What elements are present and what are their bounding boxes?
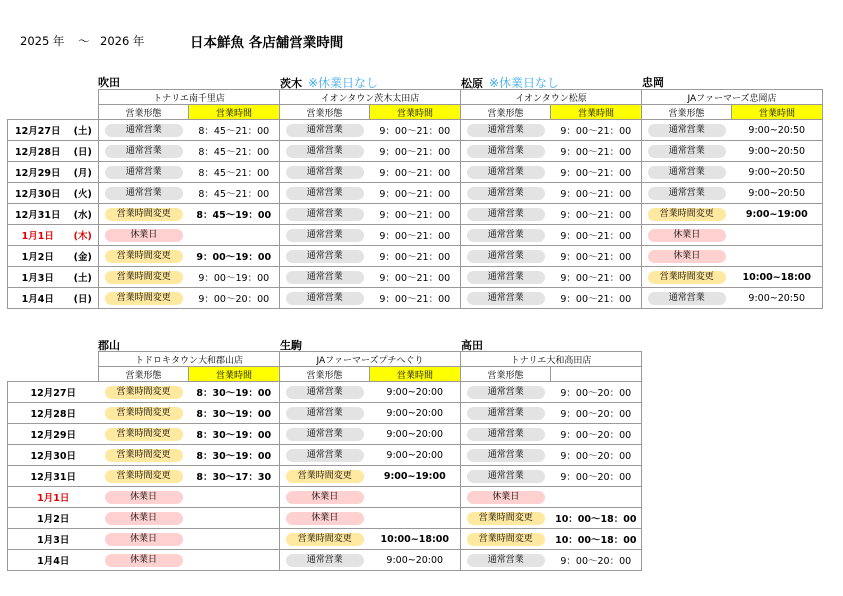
hours-cell xyxy=(189,225,280,246)
status-badge: 休業日 xyxy=(648,250,726,263)
col-label-hours: 営業時間 xyxy=(189,105,280,120)
city-label xyxy=(642,74,664,90)
status-badge: 通常営業 xyxy=(467,145,545,158)
hours-cell: 9：00～21：00 xyxy=(551,246,642,267)
status-cell xyxy=(280,162,370,183)
table-row xyxy=(8,508,642,529)
table-row xyxy=(8,403,642,424)
hours-cell: 9：00～21：00 xyxy=(551,141,642,162)
status-cell xyxy=(280,403,370,424)
status-cell xyxy=(280,267,370,288)
status-badge: 通常営業 xyxy=(286,554,364,567)
status-cell xyxy=(99,403,189,424)
date-cell: 12月28日 xyxy=(8,403,99,424)
hours-cell xyxy=(551,487,642,508)
date-cell: 12月28日 xyxy=(8,141,68,162)
status-cell xyxy=(99,288,189,309)
status-badge: 休業日 xyxy=(105,491,183,504)
weekday-cell: (金) xyxy=(68,246,99,267)
hours-cell: 9：00～21：00 xyxy=(551,288,642,309)
hours-cell: 9:00~20:00 xyxy=(370,403,461,424)
col-label-type: 営業形態 xyxy=(461,105,551,120)
status-badge: 営業時間変更 xyxy=(105,271,183,284)
status-cell xyxy=(461,246,551,267)
status-cell xyxy=(461,183,551,204)
city-name: 吹田 xyxy=(98,76,120,89)
date-cell: 1月1日 xyxy=(8,225,68,246)
date-cell: 1月4日 xyxy=(8,288,68,309)
status-badge: 通常営業 xyxy=(105,166,183,179)
status-badge: 営業時間変更 xyxy=(648,271,726,284)
status-badge: 通常営業 xyxy=(467,208,545,221)
hours-cell: 9:00~20:50 xyxy=(732,120,823,141)
status-cell xyxy=(642,288,732,309)
hours-cell: 9:00~20:50 xyxy=(732,141,823,162)
hours-cell: 9：00～19：00 xyxy=(189,267,280,288)
hours-cell xyxy=(370,508,461,529)
status-cell xyxy=(461,445,551,466)
hours-cell: 9：00～21：00 xyxy=(551,162,642,183)
status-cell xyxy=(461,120,551,141)
hours-cell: 9：00～19：00 xyxy=(189,246,280,267)
status-cell xyxy=(280,466,370,487)
table-row xyxy=(8,183,823,204)
status-cell xyxy=(280,508,370,529)
table-row xyxy=(8,120,823,141)
status-badge: 通常営業 xyxy=(286,208,364,221)
date-cell: 1月3日 xyxy=(8,267,68,288)
hours-cell xyxy=(189,550,280,571)
col-label-type: 営業形態 xyxy=(461,367,551,382)
status-badge: 通常営業 xyxy=(286,229,364,242)
status-badge: 休業日 xyxy=(105,512,183,525)
city-label xyxy=(98,74,120,90)
status-cell xyxy=(642,267,732,288)
year-from: 2025 年 xyxy=(20,34,65,48)
status-badge: 通常営業 xyxy=(467,428,545,441)
status-cell xyxy=(461,550,551,571)
status-badge: 通常営業 xyxy=(286,386,364,399)
col-label-type: 営業形態 xyxy=(99,367,189,382)
hours-cell: 10：00～18：00 xyxy=(551,529,642,550)
hours-cell: 9：00～21：00 xyxy=(370,204,461,225)
weekday-cell: (日) xyxy=(68,141,99,162)
status-badge: 通常営業 xyxy=(286,124,364,137)
hours-cell: 8：45～21：00 xyxy=(189,120,280,141)
hours-cell: 10：00～18：00 xyxy=(551,508,642,529)
col-label-type: 営業形態 xyxy=(99,105,189,120)
status-cell xyxy=(461,382,551,403)
col-label-type: 営業形態 xyxy=(642,105,732,120)
status-badge: 休業日 xyxy=(105,229,183,242)
table-row xyxy=(8,382,642,403)
status-cell xyxy=(99,508,189,529)
col-label-hours: 営業時間 xyxy=(370,105,461,120)
hours-cell: 9：00～21：00 xyxy=(370,267,461,288)
blank-corner xyxy=(8,105,99,120)
table-row xyxy=(8,445,642,466)
hours-cell: 9：00～20：00 xyxy=(551,382,642,403)
status-badge: 通常営業 xyxy=(467,386,545,399)
status-badge: 通常営業 xyxy=(467,292,545,305)
year-to: 2026 年 xyxy=(100,34,145,48)
hours-cell: 9：00～21：00 xyxy=(370,183,461,204)
status-badge: 営業時間変更 xyxy=(105,470,183,483)
hours-table-1 xyxy=(7,89,823,309)
hours-cell: 9：00～20：00 xyxy=(189,288,280,309)
status-cell xyxy=(99,120,189,141)
date-cell: 12月29日 xyxy=(8,424,99,445)
table-row xyxy=(8,466,642,487)
status-cell xyxy=(461,508,551,529)
col-label-type: 営業形態 xyxy=(280,105,370,120)
status-cell xyxy=(280,382,370,403)
status-badge: 通常営業 xyxy=(286,292,364,305)
hours-cell xyxy=(732,246,823,267)
shop-name: トドロキタウン大和郡山店 xyxy=(99,352,280,367)
hours-cell: 9：00～21：00 xyxy=(370,120,461,141)
status-badge: 通常営業 xyxy=(105,145,183,158)
status-cell xyxy=(99,487,189,508)
col-label-hours: 営業時間 xyxy=(370,367,461,382)
hours-cell: 9:00~20:50 xyxy=(732,183,823,204)
status-cell xyxy=(642,183,732,204)
status-cell xyxy=(99,466,189,487)
hours-cell: 9:00~19:00 xyxy=(370,466,461,487)
status-cell xyxy=(642,225,732,246)
status-cell xyxy=(99,445,189,466)
status-badge: 休業日 xyxy=(648,229,726,242)
hours-cell: 9:00~19:00 xyxy=(732,204,823,225)
hours-cell: 9：00～20：00 xyxy=(551,445,642,466)
hours-cell: 9：00～20：00 xyxy=(551,403,642,424)
hours-cell: 9：00～21：00 xyxy=(551,225,642,246)
status-badge: 営業時間変更 xyxy=(105,250,183,263)
status-badge: 営業時間変更 xyxy=(286,470,364,483)
status-badge: 通常営業 xyxy=(286,449,364,462)
col-label-hours: 営業時間 xyxy=(732,105,823,120)
weekday-cell: (火) xyxy=(68,183,99,204)
table-row xyxy=(8,288,823,309)
date-cell: 1月4日 xyxy=(8,550,99,571)
city-name: 松原 xyxy=(461,77,483,90)
status-cell xyxy=(99,141,189,162)
date-cell: 12月30日 xyxy=(8,183,68,204)
status-badge: 通常営業 xyxy=(286,145,364,158)
status-cell xyxy=(280,120,370,141)
hours-cell: 9:00~20:00 xyxy=(370,550,461,571)
hours-cell: 9:00~20:50 xyxy=(732,288,823,309)
status-cell xyxy=(99,204,189,225)
status-cell xyxy=(642,246,732,267)
status-cell xyxy=(461,141,551,162)
status-badge: 営業時間変更 xyxy=(105,407,183,420)
status-cell xyxy=(280,141,370,162)
status-cell xyxy=(99,246,189,267)
status-cell xyxy=(280,204,370,225)
status-cell xyxy=(99,529,189,550)
blank-corner xyxy=(8,90,99,105)
status-cell xyxy=(280,183,370,204)
hours-cell: 9：00～21：00 xyxy=(370,246,461,267)
status-badge: 休業日 xyxy=(467,491,545,504)
blank-corner xyxy=(8,367,99,382)
hours-table-2 xyxy=(7,351,642,571)
table-row xyxy=(8,141,823,162)
status-cell xyxy=(99,267,189,288)
weekday-cell: (土) xyxy=(68,267,99,288)
hours-cell: 10:00~18:00 xyxy=(370,529,461,550)
hours-cell: 8：30～19：00 xyxy=(189,445,280,466)
shop-name: イオンタウン茨木太田店 xyxy=(280,90,461,105)
hours-cell: 9：00～20：00 xyxy=(551,466,642,487)
status-cell xyxy=(461,225,551,246)
hours-cell: 9:00~20:00 xyxy=(370,424,461,445)
status-badge: 営業時間変更 xyxy=(105,449,183,462)
table-row xyxy=(8,246,823,267)
status-badge: 通常営業 xyxy=(286,428,364,441)
hours-cell: 8：45～19：00 xyxy=(189,204,280,225)
date-cell: 12月29日 xyxy=(8,162,68,183)
status-cell xyxy=(642,141,732,162)
table-row xyxy=(8,550,642,571)
table-row xyxy=(8,424,642,445)
city-name: 郡山 xyxy=(98,339,120,352)
table-row xyxy=(8,267,823,288)
date-cell: 12月31日 xyxy=(8,204,68,225)
hours-cell: 9：00～21：00 xyxy=(551,267,642,288)
status-badge: 通常営業 xyxy=(105,124,183,137)
date-cell: 1月2日 xyxy=(8,508,99,529)
weekday-cell: (月) xyxy=(68,162,99,183)
hours-cell: 9：00～20：00 xyxy=(551,550,642,571)
hours-cell: 9：00～21：00 xyxy=(551,183,642,204)
status-cell xyxy=(461,487,551,508)
status-cell xyxy=(642,162,732,183)
table-row xyxy=(8,204,823,225)
date-cell: 12月31日 xyxy=(8,466,99,487)
status-cell xyxy=(461,424,551,445)
weekday-cell: (水) xyxy=(68,204,99,225)
status-cell xyxy=(99,183,189,204)
closed-note: ※休業日なし xyxy=(489,76,560,90)
hours-cell: 8：45～21：00 xyxy=(189,141,280,162)
hours-cell: 8：30～19：00 xyxy=(189,424,280,445)
status-cell xyxy=(280,424,370,445)
table-row xyxy=(8,225,823,246)
status-badge: 休業日 xyxy=(286,512,364,525)
status-badge: 通常営業 xyxy=(648,166,726,179)
status-badge: 通常営業 xyxy=(467,187,545,200)
status-badge: 通常営業 xyxy=(467,124,545,137)
status-cell xyxy=(461,288,551,309)
status-cell xyxy=(461,529,551,550)
hours-cell: 9：00～21：00 xyxy=(370,162,461,183)
hours-cell: 9：00～21：00 xyxy=(551,120,642,141)
hours-cell xyxy=(370,487,461,508)
col-label-hours xyxy=(551,367,642,382)
status-badge: 通常営業 xyxy=(648,292,726,305)
status-cell xyxy=(642,204,732,225)
status-badge: 営業時間変更 xyxy=(467,533,545,546)
hours-cell: 8：45～21：00 xyxy=(189,162,280,183)
weekday-cell: (土) xyxy=(68,120,99,141)
status-cell xyxy=(280,288,370,309)
col-label-hours: 営業時間 xyxy=(189,367,280,382)
col-label-hours: 営業時間 xyxy=(551,105,642,120)
hours-cell xyxy=(189,529,280,550)
status-badge: 通常営業 xyxy=(467,229,545,242)
status-badge: 営業時間変更 xyxy=(105,292,183,305)
status-cell xyxy=(280,246,370,267)
status-badge: 休業日 xyxy=(105,533,183,546)
city-name: 生駒 xyxy=(280,339,302,352)
date-cell: 12月30日 xyxy=(8,445,99,466)
page-title: 日本鮮魚 各店舗営業時間 xyxy=(190,35,344,51)
status-badge: 営業時間変更 xyxy=(105,386,183,399)
status-badge: 通常営業 xyxy=(467,554,545,567)
status-badge: 通常営業 xyxy=(467,271,545,284)
status-badge: 営業時間変更 xyxy=(105,208,183,221)
status-badge: 通常営業 xyxy=(648,124,726,137)
date-cell: 1月3日 xyxy=(8,529,99,550)
status-badge: 通常営業 xyxy=(286,271,364,284)
weekday-cell: (日) xyxy=(68,288,99,309)
weekday-cell: (木) xyxy=(68,225,99,246)
status-badge: 営業時間変更 xyxy=(286,533,364,546)
status-cell xyxy=(280,225,370,246)
status-badge: 通常営業 xyxy=(286,407,364,420)
hours-cell: 9:00~20:00 xyxy=(370,445,461,466)
status-cell xyxy=(280,529,370,550)
status-cell xyxy=(99,424,189,445)
status-badge: 通常営業 xyxy=(286,250,364,263)
status-badge: 通常営業 xyxy=(467,407,545,420)
status-badge: 通常営業 xyxy=(648,145,726,158)
status-cell xyxy=(99,162,189,183)
status-cell xyxy=(461,162,551,183)
table-row xyxy=(8,487,642,508)
status-cell xyxy=(642,120,732,141)
date-cell: 12月27日 xyxy=(8,120,68,141)
status-cell xyxy=(461,466,551,487)
status-badge: 通常営業 xyxy=(467,250,545,263)
status-badge: 休業日 xyxy=(286,491,364,504)
year-tilde: ～ xyxy=(78,34,90,48)
shop-name: JAファーマーズプチへぐり xyxy=(280,352,461,367)
col-label-type: 営業形態 xyxy=(280,367,370,382)
status-cell xyxy=(461,403,551,424)
date-cell: 1月1日 xyxy=(8,487,99,508)
status-badge: 通常営業 xyxy=(286,187,364,200)
shop-name: イオンタウン松原 xyxy=(461,90,642,105)
status-badge: 通常営業 xyxy=(648,187,726,200)
status-badge: 通常営業 xyxy=(467,470,545,483)
hours-cell xyxy=(732,225,823,246)
city-name: 茨木 xyxy=(280,77,302,90)
status-cell xyxy=(99,225,189,246)
hours-cell xyxy=(189,508,280,529)
status-cell xyxy=(280,550,370,571)
date-cell: 1月2日 xyxy=(8,246,68,267)
hours-cell: 8：30～19：00 xyxy=(189,403,280,424)
status-cell xyxy=(99,550,189,571)
shop-name: トナリエ南千里店 xyxy=(99,90,280,105)
status-badge: 通常営業 xyxy=(467,166,545,179)
status-cell xyxy=(461,204,551,225)
hours-cell: 8：30～19：00 xyxy=(189,382,280,403)
shop-name: トナリエ大和高田店 xyxy=(461,352,642,367)
hours-cell: 9：00～20：00 xyxy=(551,424,642,445)
table-row xyxy=(8,162,823,183)
closed-note: ※休業日なし xyxy=(308,76,379,90)
status-badge: 休業日 xyxy=(105,554,183,567)
hours-cell: 9：00～21：00 xyxy=(370,225,461,246)
status-badge: 営業時間変更 xyxy=(105,428,183,441)
city-name: 忠岡 xyxy=(642,76,664,89)
status-badge: 営業時間変更 xyxy=(648,208,726,221)
table-row xyxy=(8,529,642,550)
hours-cell: 9：00～21：00 xyxy=(551,204,642,225)
hours-cell: 9：00～21：00 xyxy=(370,288,461,309)
status-badge: 営業時間変更 xyxy=(467,512,545,525)
hours-cell: 9:00~20:50 xyxy=(732,162,823,183)
status-cell xyxy=(461,267,551,288)
shop-name: JAファーマーズ忠岡店 xyxy=(642,90,823,105)
date-cell: 12月27日 xyxy=(8,382,99,403)
hours-cell: 8：30～17：30 xyxy=(189,466,280,487)
hours-cell: 8：45～21：00 xyxy=(189,183,280,204)
status-badge: 通常営業 xyxy=(105,187,183,200)
status-badge: 通常営業 xyxy=(467,449,545,462)
status-cell xyxy=(99,382,189,403)
status-cell xyxy=(280,487,370,508)
hours-cell xyxy=(189,487,280,508)
status-badge: 通常営業 xyxy=(286,166,364,179)
city-name: 高田 xyxy=(461,339,483,352)
hours-cell: 10:00~18:00 xyxy=(732,267,823,288)
status-cell xyxy=(280,445,370,466)
hours-cell: 9：00～21：00 xyxy=(370,141,461,162)
hours-cell: 9:00~20:00 xyxy=(370,382,461,403)
blank-corner xyxy=(8,352,99,367)
